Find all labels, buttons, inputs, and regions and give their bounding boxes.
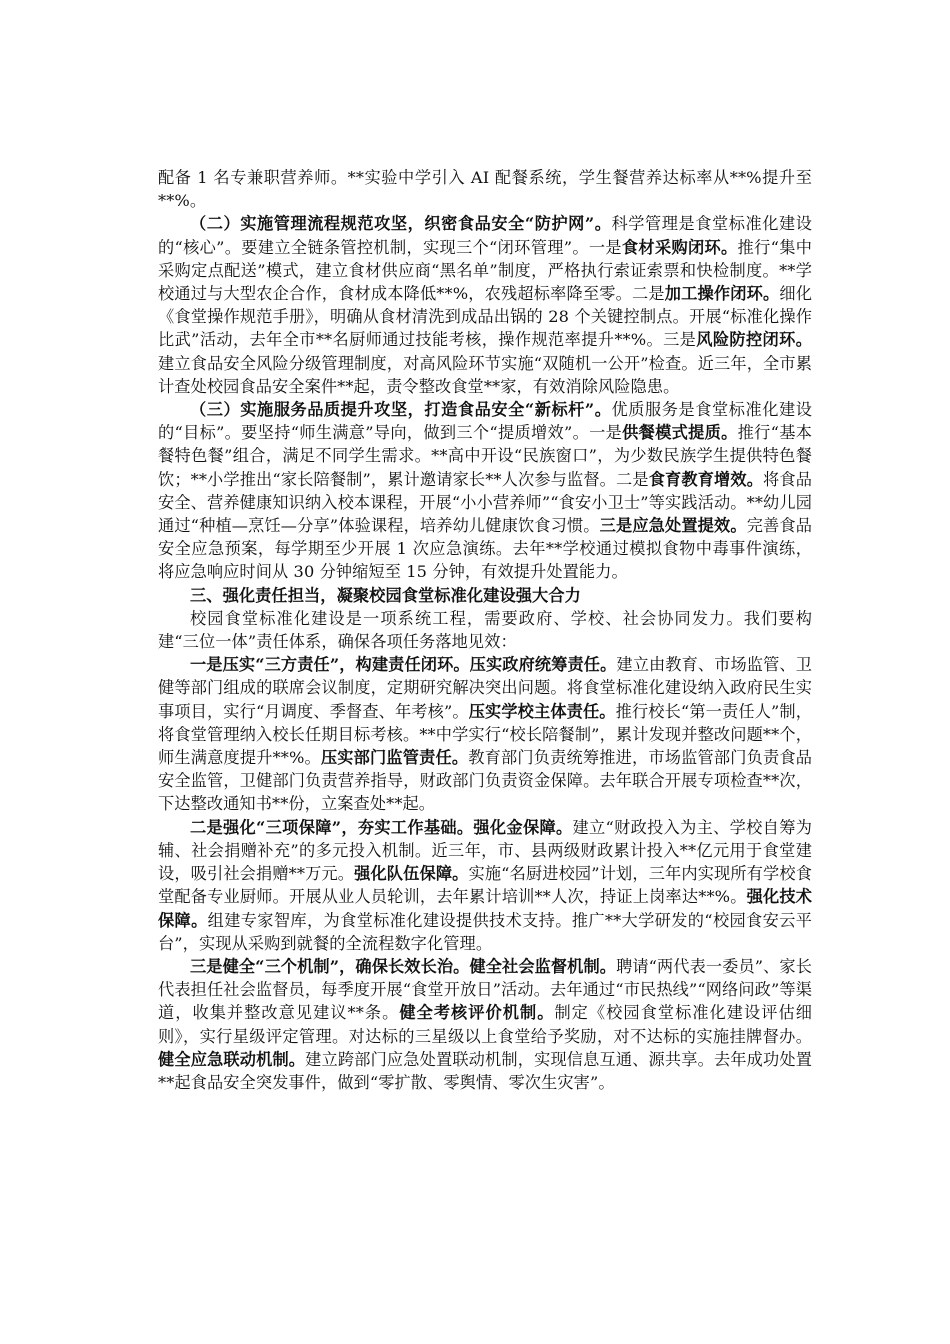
bold-phrase: 强化技术保障。	[158, 887, 812, 930]
bold-phrase: 风险防控闭环。	[696, 330, 813, 350]
bold-phrase: 健全考核评价机制。	[399, 1003, 555, 1023]
text-run: 优质服务是食堂标准化建设的“目标”。要坚持“师生满意”导向，做到三个“提质增效”。一是	[158, 400, 812, 443]
bold-phrase: 三是健全“三个机制”，确保长效长治。健全社会监督机制。	[190, 956, 617, 976]
paragraph	[158, 584, 812, 607]
text-run: 聘请“两代表一委员”、家长代表担任社会监督员，每季度开展“食堂开放日”活动。去年通过“市民热线”“网络问政”等渠道，收集并整改意见建议**条。	[158, 956, 812, 1023]
text-run: 建立食品安全风险分级管理制度，对高风险环节实施“双随机一公开”检查。近三年，全市累计查处校园食品安全案件**起，责令整改食堂**家，有效消除风险隐患。	[158, 353, 812, 396]
bold-phrase: 三是应急处置提效。	[599, 516, 747, 536]
text-run: 校园食堂标准化建设是一项系统工程，需要政府、学校、社会协同发力。我们要构建“三位一体”责任体系，确保各项任务落地见效：	[158, 608, 812, 652]
bold-phrase: 供餐模式提质。	[622, 423, 738, 443]
paragraph	[158, 955, 812, 1094]
bold-phrase: 食材采购闭环。	[621, 237, 738, 257]
text-run: 完善食品安全应急预案，每学期至少开展 1 次应急演练。去年**学校通过模拟食物中毒事件演练，将应急响应时间从 30 分钟缩短至 15 分钟，有效提升处置能力。	[158, 516, 812, 582]
text-run: 推行校长“第一责任人”制，将食堂管理纳入校长任期目标考核。**中学实行“校长陪餐制”，累计发现并整改问题**个，师生满意度提升**%。	[158, 701, 812, 768]
paragraph	[158, 653, 812, 815]
text-run: 科学管理是食堂标准化建设的“核心”。要建立全链条管控机制，实现三个“闭环管理”。一是	[158, 214, 812, 257]
text-run: 推行“集中采购定点配送”模式，建立食材供应商“黑名单”制度，严格执行索证索票和快检制度。**学校通过与大型农企合作，食材成本降低**%，农残超标率降至零。二是	[158, 237, 812, 304]
bold-phrase: 食育教育增效。	[648, 469, 764, 489]
chapter-heading: 三、强化责任担当，凝聚校园食堂标准化建设强大合力	[190, 585, 581, 605]
document-body	[158, 166, 812, 1094]
text-run: 将食品安全、营养健康知识纳入校本课程，开展“小小营养师”“食安小卫士”等实践活动。**幼儿园通过“种植—烹饪—分享”体验课程，培养幼儿健康饮食习惯。	[158, 469, 812, 536]
bold-phrase: 压实学校主体责任。	[468, 701, 616, 721]
text-run: 实施“名厨进校园”计划，三年内实现所有学校食堂配备专业厨师。开展从业人员轮训，去年累计培训**人次，持证上岗率达**%。	[158, 864, 813, 907]
bold-phrase: 健全应急联动机制。	[158, 1049, 306, 1069]
text-run: 推行“基本餐特色餐”组合，满足不同学生需求。**高中开设“民族窗口”，为少数民族学生提供特色餐饮；**小学推出“家长陪餐制”，累计邀请家长**人次参与监督。二是	[158, 423, 812, 489]
text-run: 组建专家智库，为食堂标准化建设提供技术支持。推广**大学研发的“校园食安云平台”，实现从采购到就餐的全流程数字化管理。	[158, 910, 812, 953]
bold-phrase: 二是强化“三项保障”，夯实工作基础。强化金保障。	[190, 817, 573, 837]
text-run: 配备 1 名专兼职营养师。**实验中学引入 AI 配餐系统，学生餐营养达标率从**%提升至**%。	[158, 168, 812, 211]
bold-phrase: 强化队伍保障。	[354, 864, 469, 884]
bold-phrase: 压实部门监管责任。	[320, 748, 469, 768]
text-run: 制定《校园食堂标准化建设评估细则》，实行星级评定管理。对达标的三星级以上食堂给予奖励，对不达标的实施挂牌督办。	[158, 1003, 812, 1046]
bold-phrase: 一是压实“三方责任”，构建责任闭环。压实政府统筹责任。	[190, 655, 617, 675]
section-heading: （二）实施管理流程规范攻坚，织密食品安全“防护网”。	[190, 214, 612, 234]
text-run: 建立跨部门应急处置联动机制，实现信息互通、源共享。去年成功处置**起食品安全突发事件，做到“零扩散、零舆情、零次生灾害”。	[158, 1049, 812, 1092]
section-heading: （三）实施服务品质提升攻坚，打造食品安全“新标杆”。	[190, 400, 612, 420]
paragraph	[158, 607, 812, 653]
paragraph	[158, 212, 812, 398]
paragraph	[158, 816, 812, 955]
text-run: 细化《食堂操作规范手册》，明确从食材清洗到成品出锅的 28 个关键控制点。开展“标准化操作比武”活动，去年全市**名厨师通过技能考核，操作规范率提升**%。三是	[158, 284, 813, 350]
text-run: 建立由教育、市场监管、卫健等部门组成的联席会议制度，定期研究解决突出问题。将食堂标准化建设纳入政府民生实事项目，实行“月调度、季督查、年考核”。	[158, 655, 812, 721]
text-run: 建立“财政投入为主、学校自筹为辅、社会捐赠补充”的多元投入机制。近三年，市、县两级财政累计投入**亿元用于食堂建设，吸引社会捐赠**万元。	[158, 817, 812, 884]
paragraph	[158, 398, 812, 584]
bold-phrase: 加工操作闭环。	[664, 284, 780, 304]
paragraph	[158, 166, 812, 212]
text-run: 教育部门负责统筹推进，市场监管部门负责食品安全监管，卫健部门负责营养指导，财政部门负责资金保障。去年联合开展专项检查**次，下达整改通知书**份，立案查处**起。	[158, 748, 812, 814]
